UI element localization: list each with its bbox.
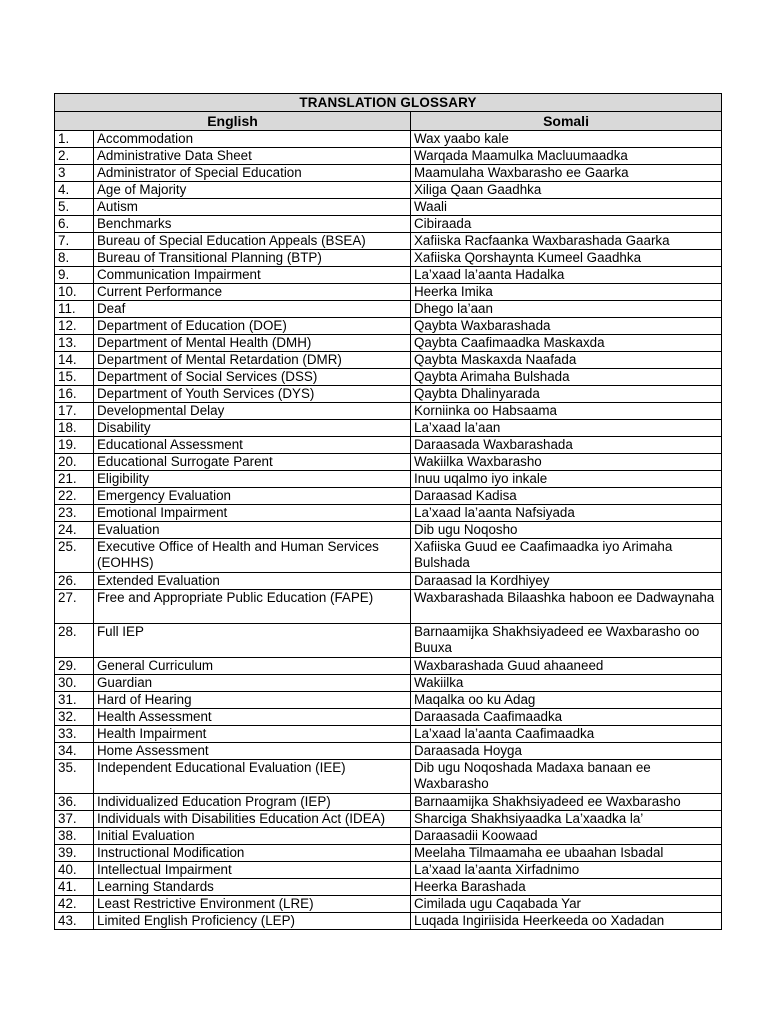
table-row <box>55 216 722 233</box>
english-term: Learning Standards <box>94 879 411 896</box>
english-column-header: English <box>55 112 411 131</box>
table-row <box>55 913 722 930</box>
row-number: 31. <box>55 692 94 709</box>
row-number: 6. <box>55 216 94 233</box>
somali-term: Waali <box>411 199 722 216</box>
row-number: 34. <box>55 743 94 760</box>
english-term: Hard of Hearing <box>94 692 411 709</box>
somali-term: Sharciga Shakhsiyaadka La’xaadka la’ <box>411 811 722 828</box>
row-number: 22. <box>55 488 94 505</box>
table-row <box>55 131 722 148</box>
table-row <box>55 896 722 913</box>
row-number: 35. <box>55 760 94 794</box>
somali-term: Heerka Imika <box>411 284 722 301</box>
english-term: Instructional Modification <box>94 845 411 862</box>
row-number: 5. <box>55 199 94 216</box>
table-row <box>55 743 722 760</box>
somali-term: Daraasada Caafimaadka <box>411 709 722 726</box>
row-number: 3 <box>55 165 94 182</box>
table-row <box>55 318 722 335</box>
somali-term: Daraasada Hoyga <box>411 743 722 760</box>
somali-term: Heerka Barashada <box>411 879 722 896</box>
row-number: 20. <box>55 454 94 471</box>
row-number: 37. <box>55 811 94 828</box>
row-number: 24. <box>55 522 94 539</box>
row-number: 28. <box>55 624 94 658</box>
translation-glossary-table <box>54 93 722 930</box>
row-number: 39. <box>55 845 94 862</box>
somali-term: La’xaad la’aanta Hadalka <box>411 267 722 284</box>
table-row <box>55 794 722 811</box>
english-term: Intellectual Impairment <box>94 862 411 879</box>
row-number: 16. <box>55 386 94 403</box>
somali-term: Cibiraada <box>411 216 722 233</box>
table-row <box>55 760 722 794</box>
somali-term: La’xaad la’aan <box>411 420 722 437</box>
english-term: Evaluation <box>94 522 411 539</box>
row-number: 1. <box>55 131 94 148</box>
table-row <box>55 488 722 505</box>
english-term: Bureau of Special Education Appeals (BSEA) <box>94 233 411 250</box>
somali-term: Qaybta Caafimaadka Maskaxda <box>411 335 722 352</box>
table-row <box>55 420 722 437</box>
row-number: 25. <box>55 539 94 573</box>
english-term: Educational Surrogate Parent <box>94 454 411 471</box>
row-number: 38. <box>55 828 94 845</box>
english-term: Health Assessment <box>94 709 411 726</box>
english-term: Health Impairment <box>94 726 411 743</box>
table-row <box>55 165 722 182</box>
table-row <box>55 539 722 573</box>
english-term: Current Performance <box>94 284 411 301</box>
english-term: Least Restrictive Environment (LRE) <box>94 896 411 913</box>
row-number: 12. <box>55 318 94 335</box>
table-row <box>55 199 722 216</box>
somali-term: Meelaha Tilmaamaha ee ubaahan Isbadal <box>411 845 722 862</box>
english-term: Age of Majority <box>94 182 411 199</box>
table-row <box>55 471 722 488</box>
somali-term: Korniinka oo Habsaama <box>411 403 722 420</box>
table-row <box>55 386 722 403</box>
table-row <box>55 233 722 250</box>
somali-term: Waxbarashada Guud ahaaneed <box>411 658 722 675</box>
table-row <box>55 590 722 624</box>
somali-term: La’xaad la’aanta Nafsiyada <box>411 505 722 522</box>
english-term: Developmental Delay <box>94 403 411 420</box>
row-number: 32. <box>55 709 94 726</box>
english-term: Department of Youth Services (DYS) <box>94 386 411 403</box>
table-row <box>55 403 722 420</box>
english-term: Executive Office of Health and Human Services (EOHHS) <box>94 539 411 573</box>
somali-term: Daraasad Kadisa <box>411 488 722 505</box>
english-term: Department of Education (DOE) <box>94 318 411 335</box>
row-number: 40. <box>55 862 94 879</box>
row-number: 10. <box>55 284 94 301</box>
somali-term: Dib ugu Noqosho <box>411 522 722 539</box>
table-row <box>55 148 722 165</box>
row-number: 23. <box>55 505 94 522</box>
somali-term: Dhego la’aan <box>411 301 722 318</box>
somali-term: La’xaad la’aanta Xirfadnimo <box>411 862 722 879</box>
english-term: Individuals with Disabilities Education Act (IDEA) <box>94 811 411 828</box>
table-row <box>55 573 722 590</box>
row-number: 19. <box>55 437 94 454</box>
somali-term: Daraasadii Koowaad <box>411 828 722 845</box>
row-number: 7. <box>55 233 94 250</box>
somali-term: Cimilada ugu Caqabada Yar <box>411 896 722 913</box>
somali-term: Barnaamijka Shakhsiyadeed ee Waxbarasho oo Buuxa <box>411 624 722 658</box>
english-term: Administrative Data Sheet <box>94 148 411 165</box>
somali-term: Xiliga Qaan Gaadhka <box>411 182 722 199</box>
somali-term: Inuu uqalmo iyo inkale <box>411 471 722 488</box>
english-term: Individualized Education Program (IEP) <box>94 794 411 811</box>
row-number: 9. <box>55 267 94 284</box>
table-row <box>55 675 722 692</box>
somali-term: Maamulaha Waxbarasho ee Gaarka <box>411 165 722 182</box>
table-row <box>55 284 722 301</box>
table-row <box>55 658 722 675</box>
row-number: 2. <box>55 148 94 165</box>
somali-term: Wax yaabo kale <box>411 131 722 148</box>
row-number: 27. <box>55 590 94 624</box>
english-term: Eligibility <box>94 471 411 488</box>
somali-term: Qaybta Dhalinyarada <box>411 386 722 403</box>
english-term: Disability <box>94 420 411 437</box>
table-row <box>55 301 722 318</box>
table-row <box>55 845 722 862</box>
table-row <box>55 624 722 658</box>
row-number: 8. <box>55 250 94 267</box>
english-term: Independent Educational Evaluation (IEE) <box>94 760 411 794</box>
english-term: Department of Mental Retardation (DMR) <box>94 352 411 369</box>
row-number: 17. <box>55 403 94 420</box>
row-number: 21. <box>55 471 94 488</box>
table-row <box>55 879 722 896</box>
english-term: Initial Evaluation <box>94 828 411 845</box>
english-term: Autism <box>94 199 411 216</box>
table-row <box>55 811 722 828</box>
english-term: Bureau of Transitional Planning (BTP) <box>94 250 411 267</box>
somali-term: Qaybta Arimaha Bulshada <box>411 369 722 386</box>
english-term: Guardian <box>94 675 411 692</box>
english-term: Emotional Impairment <box>94 505 411 522</box>
table-row <box>55 352 722 369</box>
table-row <box>55 726 722 743</box>
somali-term: La’xaad la’aanta Caafimaadka <box>411 726 722 743</box>
somali-term: Daraasad la Kordhiyey <box>411 573 722 590</box>
english-term: General Curriculum <box>94 658 411 675</box>
english-term: Administrator of Special Education <box>94 165 411 182</box>
table-row <box>55 709 722 726</box>
somali-term: Xafiiska Racfaanka Waxbarashada Gaarka <box>411 233 722 250</box>
row-number: 36. <box>55 794 94 811</box>
english-term: Benchmarks <box>94 216 411 233</box>
row-number: 33. <box>55 726 94 743</box>
header-row <box>55 112 722 131</box>
somali-term: Xafiiska Qorshaynta Kumeel Gaadhka <box>411 250 722 267</box>
row-number: 4. <box>55 182 94 199</box>
english-term: Accommodation <box>94 131 411 148</box>
table-row <box>55 454 722 471</box>
table-row <box>55 437 722 454</box>
table-row <box>55 369 722 386</box>
row-number: 14. <box>55 352 94 369</box>
row-number: 41. <box>55 879 94 896</box>
english-term: Limited English Proficiency (LEP) <box>94 913 411 930</box>
row-number: 43. <box>55 913 94 930</box>
table-row <box>55 522 722 539</box>
table-row <box>55 828 722 845</box>
somali-term: Barnaamijka Shakhsiyadeed ee Waxbarasho <box>411 794 722 811</box>
somali-term: Luqada Ingiriisida Heerkeeda oo Xadadan <box>411 913 722 930</box>
table-row <box>55 692 722 709</box>
somali-term: Dib ugu Noqoshada Madaxa banaan ee Waxbarasho <box>411 760 722 794</box>
table-row <box>55 267 722 284</box>
glossary-body <box>55 131 722 930</box>
english-term: Emergency Evaluation <box>94 488 411 505</box>
row-number: 18. <box>55 420 94 437</box>
glossary-title: TRANSLATION GLOSSARY <box>55 94 722 112</box>
english-term: Department of Mental Health (DMH) <box>94 335 411 352</box>
somali-term: Waxbarashada Bilaashka haboon ee Dadwaynaha <box>411 590 722 624</box>
english-term: Extended Evaluation <box>94 573 411 590</box>
somali-term: Xafiiska Guud ee Caafimaadka iyo Arimaha Bulshada <box>411 539 722 573</box>
somali-term: Qaybta Waxbarashada <box>411 318 722 335</box>
table-row <box>55 335 722 352</box>
english-term: Deaf <box>94 301 411 318</box>
somali-term: Wakiilka <box>411 675 722 692</box>
english-term: Department of Social Services (DSS) <box>94 369 411 386</box>
row-number: 15. <box>55 369 94 386</box>
table-row <box>55 862 722 879</box>
row-number: 42. <box>55 896 94 913</box>
english-term: Home Assessment <box>94 743 411 760</box>
english-term: Full IEP <box>94 624 411 658</box>
row-number: 13. <box>55 335 94 352</box>
table-row <box>55 250 722 267</box>
somali-column-header: Somali <box>411 112 722 131</box>
somali-term: Maqalka oo ku Adag <box>411 692 722 709</box>
table-row <box>55 182 722 199</box>
row-number: 30. <box>55 675 94 692</box>
row-number: 29. <box>55 658 94 675</box>
english-term: Educational Assessment <box>94 437 411 454</box>
english-term: Communication Impairment <box>94 267 411 284</box>
somali-term: Qaybta Maskaxda Naafada <box>411 352 722 369</box>
somali-term: Wakiilka Waxbarasho <box>411 454 722 471</box>
somali-term: Warqada Maamulka Macluumaadka <box>411 148 722 165</box>
row-number: 26. <box>55 573 94 590</box>
english-term: Free and Appropriate Public Education (FAPE) <box>94 590 411 624</box>
row-number: 11. <box>55 301 94 318</box>
title-row <box>55 94 722 112</box>
table-row <box>55 505 722 522</box>
somali-term: Daraasada Waxbarashada <box>411 437 722 454</box>
